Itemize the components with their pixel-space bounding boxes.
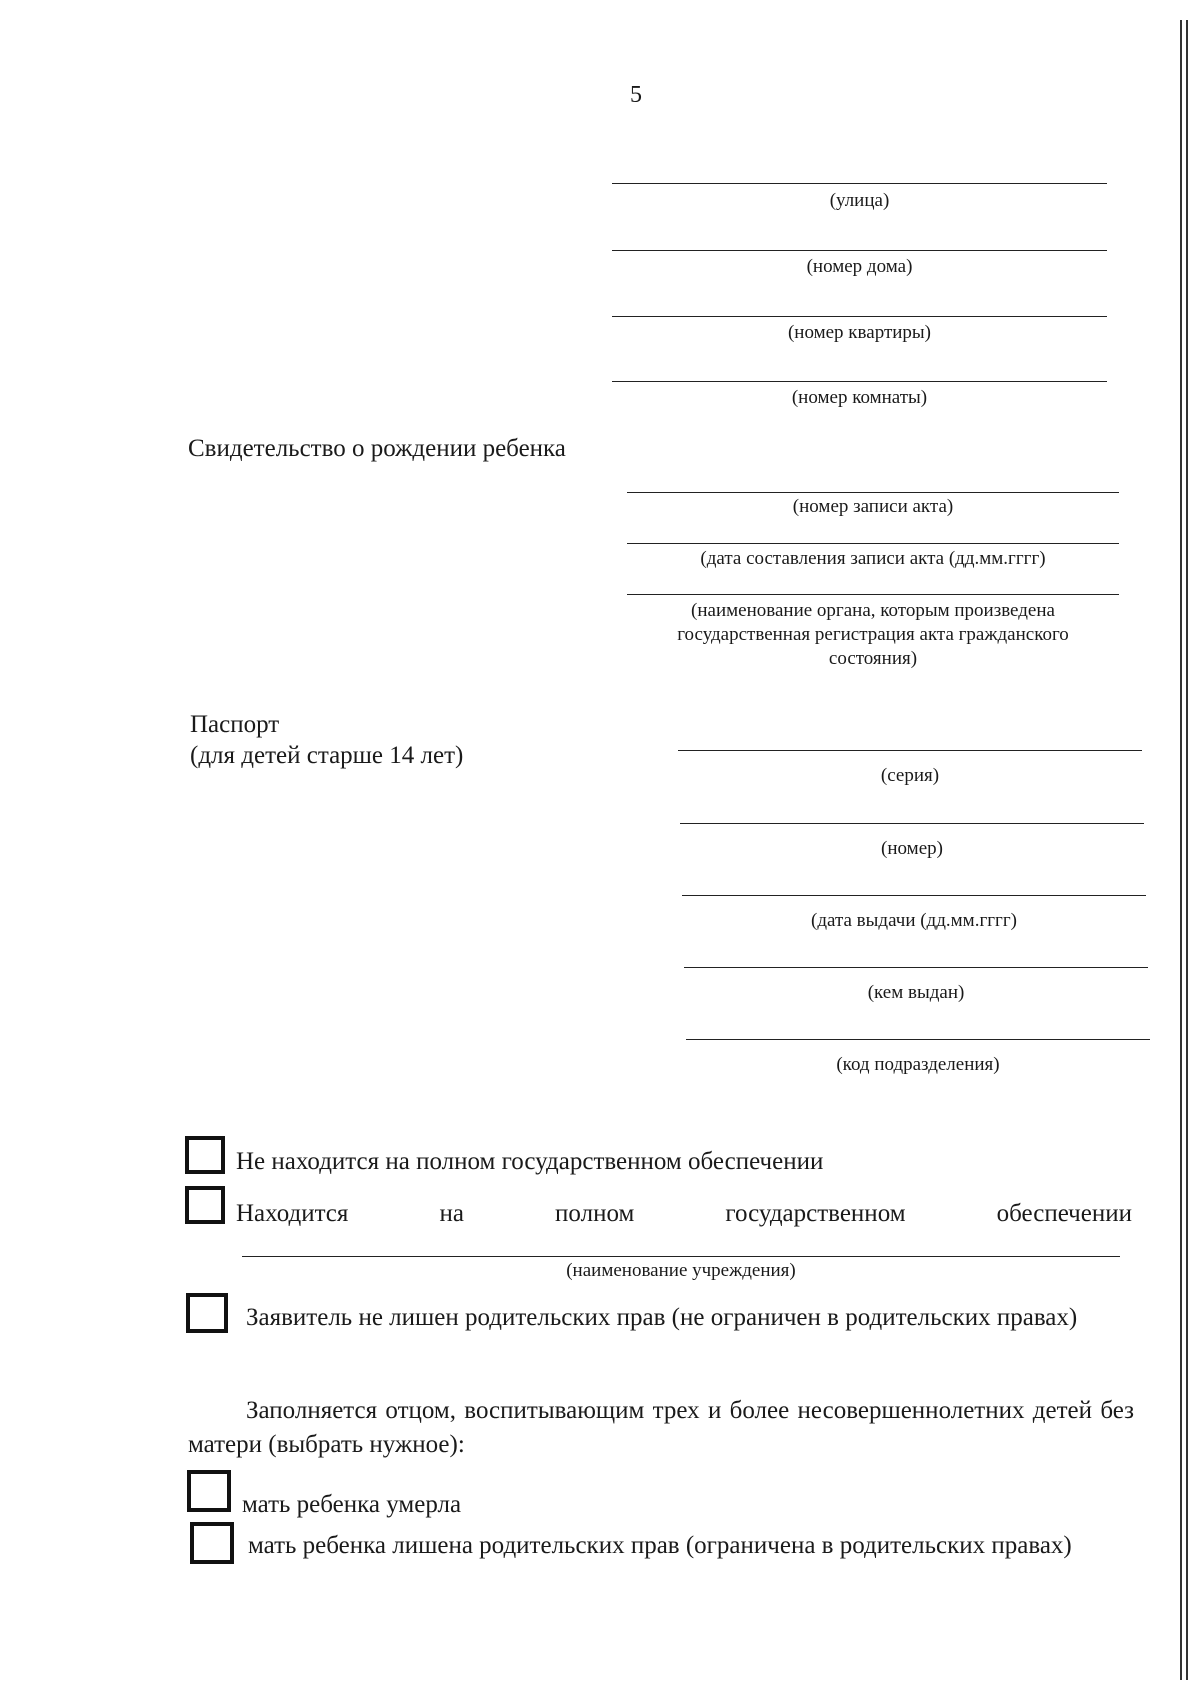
room-caption: (номер комнаты) (791, 387, 928, 408)
passport-issue-date-field[interactable] (682, 895, 1146, 896)
father-section-intro: Заполняется отцом, воспитывающим трех и более несовершеннолетних детей без матери (выбрать нужное): (188, 1397, 1134, 1458)
institution-caption: (наименование учреждения) (566, 1260, 796, 1281)
record-date-caption: (дата составления записи акта (дд.мм.гггг) (700, 548, 1046, 569)
passport-division-code-caption: (код подразделения) (836, 1054, 1000, 1075)
passport-subheading: (для детей старше 14 лет) (190, 742, 464, 769)
street-caption: (улица) (829, 190, 890, 211)
apartment-field[interactable] (612, 316, 1107, 317)
birth-certificate-heading: Свидетельство о рождении ребенка (188, 435, 566, 462)
on-support-label: Находится на полном государственном обеспечении (236, 1200, 1132, 1227)
parental-rights-label: Заявитель не лишен родительских прав (не ограничен в родительских правах) (246, 1304, 1078, 1331)
institution-field[interactable] (242, 1256, 1120, 1257)
passport-number-field[interactable] (680, 823, 1144, 824)
passport-series-caption: (серия) (880, 765, 940, 786)
room-field[interactable] (612, 381, 1107, 382)
record-number-caption: (номер записи акта) (792, 496, 954, 517)
passport-heading: Паспорт (190, 711, 280, 738)
street-field[interactable] (612, 183, 1107, 184)
house-caption: (номер дома) (806, 256, 913, 277)
page-edge-line (1180, 20, 1182, 1680)
passport-issued-by-caption: (кем выдан) (867, 982, 965, 1003)
passport-number-caption: (номер) (881, 838, 943, 859)
not-on-support-checkbox[interactable] (185, 1136, 225, 1174)
on-support-checkbox[interactable] (185, 1186, 225, 1224)
page-number: 5 (630, 82, 642, 108)
not-on-support-label: Не находится на полном государственном обеспечении (236, 1148, 824, 1175)
mother-died-label: мать ребенка умерла (242, 1491, 462, 1518)
passport-division-code-field[interactable] (686, 1039, 1150, 1040)
authority-field[interactable] (627, 594, 1119, 595)
passport-issue-date-caption: (дата выдачи (дд.мм.гггг) (811, 910, 1017, 931)
passport-issued-by-field[interactable] (684, 967, 1148, 968)
record-number-field[interactable] (627, 492, 1119, 493)
authority-caption: (наименование органа, которым произведена государственная регистрация акта гражданского состояния) (677, 600, 1069, 669)
mother-died-checkbox[interactable] (187, 1470, 231, 1512)
mother-deprived-checkbox[interactable] (190, 1522, 234, 1564)
record-date-field[interactable] (627, 543, 1119, 544)
parental-rights-checkbox[interactable] (186, 1293, 228, 1333)
passport-series-field[interactable] (678, 750, 1142, 751)
house-field[interactable] (612, 250, 1107, 251)
mother-deprived-label: мать ребенка лишена родительских прав (ограничена в родительских правах) (248, 1532, 1072, 1559)
apartment-caption: (номер квартиры) (787, 322, 932, 343)
page-edge-line (1186, 20, 1188, 1680)
